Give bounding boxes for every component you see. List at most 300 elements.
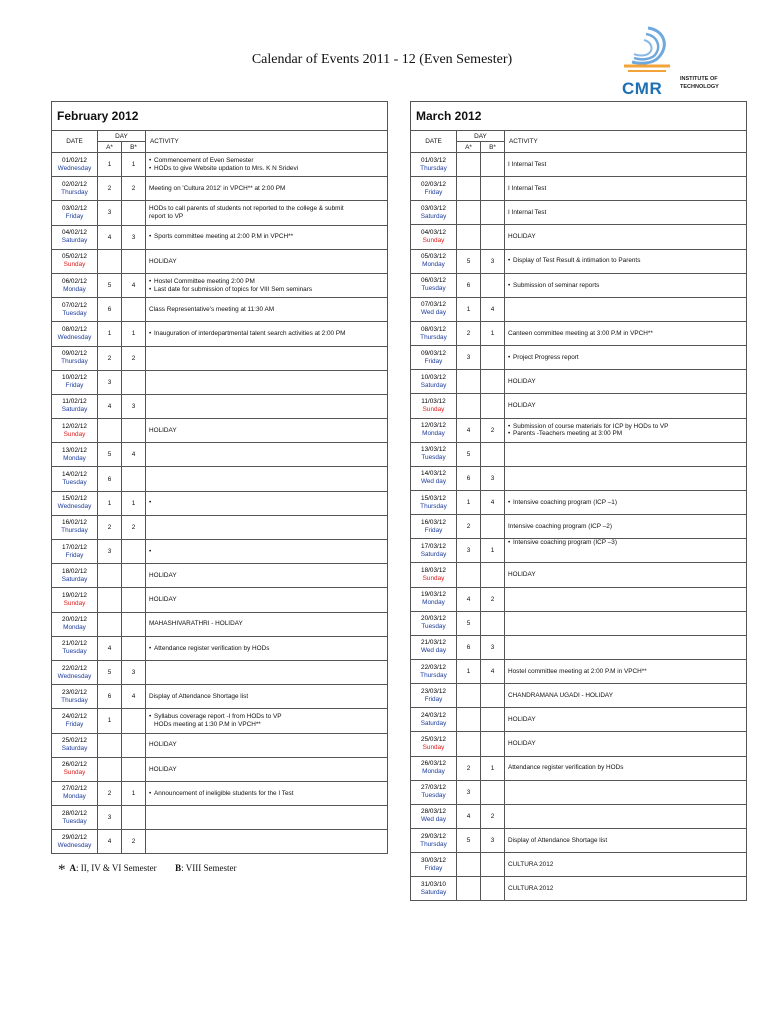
a-day-cell: 3 — [457, 780, 481, 804]
bullet-icon: • — [149, 164, 152, 172]
date-cell: 28/02/12 Tuesday — [52, 806, 98, 830]
bullet-icon: • — [149, 330, 152, 338]
table-row — [411, 515, 747, 539]
b-day-cell — [481, 611, 505, 635]
date-cell: 18/02/12 Saturday — [52, 564, 98, 588]
date-cell: 16/02/12 Thursday — [52, 515, 98, 539]
a-day-cell: 6 — [457, 635, 481, 659]
a-day-cell: 1 — [98, 491, 122, 515]
table-row — [411, 828, 747, 852]
activity-cell — [505, 442, 747, 466]
date-cell: 04/02/12 Saturday — [52, 225, 98, 249]
a-day-cell: 2 — [98, 177, 122, 201]
activity-cell: • Inauguration of interdepartmental talent search activities at 2:00 PM — [146, 322, 388, 346]
cmr-logo — [618, 24, 738, 104]
a-day-cell: 1 — [457, 297, 481, 321]
b-day-cell: 2 — [481, 418, 505, 442]
date-cell: 07/03/12 Wed day — [411, 297, 457, 321]
table-row — [411, 466, 747, 490]
activity-cell: HOLIDAY — [505, 225, 747, 249]
activity-header: ACTIVITY — [505, 131, 747, 153]
date-cell: 01/02/12 Wednesday — [52, 153, 98, 177]
b-day-cell — [481, 708, 505, 732]
a-day-cell — [457, 225, 481, 249]
activity-cell — [146, 443, 388, 467]
february-calendar-table — [51, 101, 388, 854]
date-cell: 02/03/12 Friday — [411, 177, 457, 201]
b-day-cell — [481, 853, 505, 877]
table-row — [411, 708, 747, 732]
table-row — [411, 418, 747, 442]
b-day-cell — [122, 709, 146, 733]
b-day-cell — [122, 636, 146, 660]
table-row — [411, 804, 747, 828]
activity-cell: • Display of Test Result & intimation to Parents — [505, 249, 747, 273]
a-day-cell: 4 — [98, 394, 122, 418]
b-day-cell — [122, 249, 146, 273]
a-day-cell — [98, 588, 122, 612]
date-cell: 07/02/12 Tuesday — [52, 298, 98, 322]
a-day-cell: 2 — [98, 781, 122, 805]
table-row — [411, 394, 747, 418]
date-cell: 03/02/12 Friday — [52, 201, 98, 225]
table-row — [411, 587, 747, 611]
b-day-cell: 3 — [122, 660, 146, 684]
date-cell: 19/02/12 Sunday — [52, 588, 98, 612]
a-day-cell — [457, 708, 481, 732]
activity-cell: CULTURA 2012 — [505, 877, 747, 901]
bullet-icon: • — [149, 547, 152, 555]
date-cell: 13/03/12 Tuesday — [411, 442, 457, 466]
a-day-cell: 5 — [457, 828, 481, 852]
table-row — [52, 273, 388, 297]
table-row — [52, 612, 388, 636]
a-day-cell: 3 — [457, 539, 481, 563]
activity-cell: HOLIDAY — [146, 588, 388, 612]
table-row — [411, 539, 747, 563]
a-day-cell: 4 — [98, 636, 122, 660]
activity-cell — [146, 660, 388, 684]
table-row — [411, 877, 747, 901]
page-title: Calendar of Events 2011 - 12 (Even Semester) — [251, 52, 513, 67]
date-header: DATE — [411, 131, 457, 153]
a-day-cell: 1 — [98, 709, 122, 733]
activity-cell — [505, 804, 747, 828]
table-row — [52, 830, 388, 854]
b-day-cell: 4 — [122, 443, 146, 467]
date-cell: 20/02/12 Monday — [52, 612, 98, 636]
march-calendar-table — [410, 101, 747, 901]
b-day-cell — [122, 757, 146, 781]
b-day-cell: 2 — [481, 804, 505, 828]
activity-cell — [146, 346, 388, 370]
b-day-cell: 3 — [481, 828, 505, 852]
table-row — [411, 659, 747, 683]
month-title: February 2012 — [52, 102, 388, 131]
a-day-cell: 6 — [98, 467, 122, 491]
table-row — [411, 611, 747, 635]
date-cell: 27/03/12 Tuesday — [411, 780, 457, 804]
b-day-cell: 4 — [481, 490, 505, 514]
date-cell: 10/02/12 Friday — [52, 370, 98, 394]
a-day-cell: 5 — [457, 611, 481, 635]
table-row — [411, 321, 747, 345]
date-cell: 22/02/12 Wednesday — [52, 660, 98, 684]
a-day-cell: 1 — [98, 322, 122, 346]
date-cell: 02/02/12 Thursday — [52, 177, 98, 201]
date-cell: 16/03/12 Friday — [411, 515, 457, 539]
b-day-cell — [481, 153, 505, 177]
bullet-icon: • — [508, 281, 511, 289]
a-day-cell: 4 — [457, 418, 481, 442]
b-day-cell — [481, 225, 505, 249]
a-day-cell: 3 — [98, 806, 122, 830]
b-day-cell: 3 — [481, 466, 505, 490]
table-row — [52, 685, 388, 709]
b-day-cell: 3 — [122, 394, 146, 418]
a-day-cell — [457, 177, 481, 201]
a-day-cell — [98, 564, 122, 588]
b-day-cell — [122, 370, 146, 394]
a-day-cell — [457, 563, 481, 587]
table-row — [411, 780, 747, 804]
b-day-cell: 3 — [481, 635, 505, 659]
b-day-cell — [481, 780, 505, 804]
a-day-cell — [98, 419, 122, 443]
table-row — [52, 370, 388, 394]
a-day-cell: 3 — [457, 346, 481, 370]
activity-cell: Display of Attendance Shortage list — [146, 685, 388, 709]
a-day-cell: 6 — [457, 466, 481, 490]
a-day-cell: 4 — [457, 587, 481, 611]
activity-cell: HODs to call parents of students not reported to the college & submit report to VP — [146, 201, 388, 225]
b-day-cell: 2 — [122, 177, 146, 201]
a-day-cell: 6 — [98, 298, 122, 322]
date-cell: 05/02/12 Sunday — [52, 249, 98, 273]
bullet-icon: • — [149, 499, 152, 507]
table-row — [411, 684, 747, 708]
activity-cell: HOLIDAY — [146, 564, 388, 588]
date-cell: 08/03/12 Thursday — [411, 321, 457, 345]
a-day-cell — [457, 153, 481, 177]
table-row — [411, 563, 747, 587]
a-day-cell — [98, 612, 122, 636]
activity-cell: • Project Progress report — [505, 346, 747, 370]
b-day-cell — [481, 684, 505, 708]
footnote: * A: II, IV & VI Semester B: VIII Semester — [58, 862, 237, 878]
a-day-cell — [457, 732, 481, 756]
table-row — [411, 177, 747, 201]
table-row — [52, 515, 388, 539]
b-day-cell — [481, 273, 505, 297]
activity-cell — [505, 587, 747, 611]
b-day-cell — [122, 540, 146, 564]
b-day-cell — [481, 442, 505, 466]
table-row — [411, 732, 747, 756]
bullet-icon: • — [508, 539, 511, 547]
a-day-cell: 6 — [457, 273, 481, 297]
activity-cell: Canteen committee meeting at 3:00 P.M in VPCH** — [505, 321, 747, 345]
date-cell: 06/02/12 Monday — [52, 273, 98, 297]
date-cell: 20/03/12 Tuesday — [411, 611, 457, 635]
b-day-cell — [481, 877, 505, 901]
b-day-cell: 2 — [122, 830, 146, 854]
table-row — [411, 225, 747, 249]
table-row — [411, 201, 747, 225]
a-day-cell: 3 — [98, 370, 122, 394]
b-day-cell — [481, 346, 505, 370]
table-row — [411, 297, 747, 321]
a-day-cell: 5 — [457, 249, 481, 273]
a-day-cell: 4 — [98, 830, 122, 854]
bullet-icon: • — [149, 644, 152, 652]
bullet-icon: • — [149, 233, 152, 241]
date-cell: 21/03/12 Wed day — [411, 635, 457, 659]
activity-cell: HOLIDAY — [146, 733, 388, 757]
b-day-cell — [481, 394, 505, 418]
bullet-icon: • — [508, 498, 511, 506]
activity-cell: • Submission of course materials for ICP by HODs to VP • Parents -Teachers meeting at 3:00 PM — [505, 418, 747, 442]
date-cell: 25/02/12 Saturday — [52, 733, 98, 757]
activity-cell — [505, 611, 747, 635]
date-cell: 13/02/12 Monday — [52, 443, 98, 467]
a-day-cell — [98, 757, 122, 781]
table-row — [52, 177, 388, 201]
table-row — [411, 273, 747, 297]
b-day-cell — [481, 177, 505, 201]
a-semester-header: A* — [98, 142, 122, 153]
date-cell: 11/02/12 Saturday — [52, 394, 98, 418]
table-row — [52, 588, 388, 612]
activity-cell: • Announcement of ineligible students for the I Test — [146, 781, 388, 805]
date-cell: 25/03/12 Sunday — [411, 732, 457, 756]
table-row — [52, 249, 388, 273]
table-row — [52, 491, 388, 515]
b-day-cell: 1 — [481, 756, 505, 780]
b-day-cell — [122, 612, 146, 636]
activity-cell: HOLIDAY — [505, 394, 747, 418]
b-day-cell — [122, 467, 146, 491]
activity-cell: CULTURA 2012 — [505, 853, 747, 877]
activity-cell: MAHASHIVARATHRI - HOLIDAY — [146, 612, 388, 636]
table-row — [52, 757, 388, 781]
date-cell: 14/03/12 Wed day — [411, 466, 457, 490]
date-cell: 29/03/12 Thursday — [411, 828, 457, 852]
date-cell: 01/03/12 Thursday — [411, 153, 457, 177]
activity-cell: HOLIDAY — [505, 563, 747, 587]
date-cell: 24/03/12 Saturday — [411, 708, 457, 732]
date-cell: 24/02/12 Friday — [52, 709, 98, 733]
a-day-cell — [98, 733, 122, 757]
activity-cell — [146, 830, 388, 854]
date-cell: 09/03/12 Friday — [411, 346, 457, 370]
table-row — [52, 153, 388, 177]
activity-cell: • Sports committee meeting at 2:00 P.M in VPCH** — [146, 225, 388, 249]
bullet-icon: • — [508, 353, 511, 361]
table-row — [411, 249, 747, 273]
b-day-cell: 2 — [122, 515, 146, 539]
date-cell: 21/02/12 Tuesday — [52, 636, 98, 660]
date-cell: 12/02/12 Sunday — [52, 419, 98, 443]
swan-logo-icon — [618, 24, 680, 82]
a-day-cell — [98, 249, 122, 273]
date-cell: 19/03/12 Monday — [411, 587, 457, 611]
b-day-cell — [481, 732, 505, 756]
activity-cell: • Attendance register verification by HODs — [146, 636, 388, 660]
date-cell: 30/03/12 Friday — [411, 853, 457, 877]
a-day-cell: 5 — [98, 660, 122, 684]
activity-cell: • Intensive coaching program (ICP –1) — [505, 490, 747, 514]
a-day-cell: 3 — [98, 201, 122, 225]
a-day-cell: 5 — [98, 273, 122, 297]
a-day-cell — [457, 394, 481, 418]
activity-cell: Class Representative's meeting at 11:30 AM — [146, 298, 388, 322]
activity-cell: • Intensive coaching program (ICP –3) — [505, 539, 747, 563]
a-day-cell: 3 — [98, 540, 122, 564]
bullet-icon: • — [149, 713, 152, 721]
b-day-cell — [481, 201, 505, 225]
b-day-cell: 1 — [481, 539, 505, 563]
activity-cell — [505, 466, 747, 490]
a-day-cell: 4 — [457, 804, 481, 828]
date-cell: 04/03/12 Sunday — [411, 225, 457, 249]
date-cell: 28/03/12 Wed day — [411, 804, 457, 828]
date-cell: 09/02/12 Thursday — [52, 346, 98, 370]
b-day-cell: 4 — [481, 297, 505, 321]
date-cell: 08/02/12 Wednesday — [52, 322, 98, 346]
bullet-icon: • — [508, 257, 511, 265]
table-row — [52, 298, 388, 322]
b-day-cell — [481, 563, 505, 587]
a-day-cell: 2 — [98, 346, 122, 370]
table-row — [52, 709, 388, 733]
logo-institute-text: INSTITUTE OF TECHNOLOGY — [680, 76, 719, 90]
bullet-icon: • — [149, 157, 152, 165]
activity-cell — [146, 806, 388, 830]
a-day-cell: 5 — [98, 443, 122, 467]
a-day-cell: 1 — [457, 490, 481, 514]
activity-cell: HOLIDAY — [146, 757, 388, 781]
b-day-cell — [122, 201, 146, 225]
b-day-cell — [481, 370, 505, 394]
date-cell: 23/02/12 Thursday — [52, 685, 98, 709]
a-day-cell — [457, 201, 481, 225]
b-day-cell — [122, 806, 146, 830]
b-day-cell: 4 — [122, 685, 146, 709]
table-row — [411, 756, 747, 780]
activity-cell — [146, 540, 388, 564]
bullet-icon: • — [508, 422, 511, 430]
activity-cell — [146, 491, 388, 515]
date-cell: 26/03/12 Monday — [411, 756, 457, 780]
date-cell: 17/03/12 Saturday — [411, 539, 457, 563]
date-cell: 29/02/12 Wednesday — [52, 830, 98, 854]
date-cell: 15/02/12 Wednesday — [52, 491, 98, 515]
activity-cell: I Internal Test — [505, 177, 747, 201]
a-day-cell — [457, 684, 481, 708]
table-row — [52, 322, 388, 346]
b-semester-header: B* — [481, 142, 505, 153]
bullet-icon: • — [508, 430, 511, 438]
activity-cell — [505, 297, 747, 321]
b-day-cell: 1 — [122, 491, 146, 515]
table-row — [52, 660, 388, 684]
activity-cell: Display of Attendance Shortage list — [505, 828, 747, 852]
b-day-cell: 1 — [481, 321, 505, 345]
date-cell: 10/03/12 Saturday — [411, 370, 457, 394]
a-day-cell: 2 — [457, 321, 481, 345]
table-row — [411, 153, 747, 177]
logo-name: CMR — [622, 79, 663, 98]
b-day-cell: 4 — [122, 273, 146, 297]
activity-cell — [505, 780, 747, 804]
activity-cell — [505, 635, 747, 659]
activity-cell: Meeting on 'Cultura 2012' in VPCH** at 2:00 PM — [146, 177, 388, 201]
b-day-cell: 2 — [122, 346, 146, 370]
bullet-icon: • — [149, 789, 152, 797]
table-row — [52, 636, 388, 660]
table-row — [52, 733, 388, 757]
date-cell: 26/02/12 Sunday — [52, 757, 98, 781]
table-row — [52, 806, 388, 830]
date-cell: 18/03/12 Sunday — [411, 563, 457, 587]
date-cell: 14/02/12 Tuesday — [52, 467, 98, 491]
date-cell: 11/03/12 Sunday — [411, 394, 457, 418]
activity-cell: CHANDRAMANA UGADI - HOLIDAY — [505, 684, 747, 708]
activity-cell — [146, 394, 388, 418]
b-day-cell: 1 — [122, 781, 146, 805]
bullet-icon: • — [149, 278, 152, 286]
a-day-cell: 6 — [98, 685, 122, 709]
date-cell: 22/03/12 Thursday — [411, 659, 457, 683]
table-row — [411, 853, 747, 877]
date-cell: 05/03/12 Monday — [411, 249, 457, 273]
activity-cell: Hostel committee meeting at 2:00 P.M in VPCH** — [505, 659, 747, 683]
b-day-cell — [122, 733, 146, 757]
date-cell: 23/03/12 Friday — [411, 684, 457, 708]
activity-cell: I Internal Test — [505, 153, 747, 177]
activity-cell: • Syllabus coverage report -I from HODs to VP HODs meeting at 1:30 P.M in VPCH** — [146, 709, 388, 733]
b-day-cell — [481, 515, 505, 539]
table-row — [52, 201, 388, 225]
a-day-cell: 5 — [457, 442, 481, 466]
activity-cell — [146, 467, 388, 491]
b-semester-header: B* — [122, 142, 146, 153]
table-row — [52, 781, 388, 805]
table-row — [52, 564, 388, 588]
date-cell: 27/02/12 Monday — [52, 781, 98, 805]
b-day-cell: 1 — [122, 153, 146, 177]
table-row — [411, 635, 747, 659]
date-cell: 15/03/12 Thursday — [411, 490, 457, 514]
bullet-icon: • — [149, 285, 152, 293]
activity-cell: HOLIDAY — [505, 732, 747, 756]
activity-cell — [146, 515, 388, 539]
a-day-cell: 2 — [457, 515, 481, 539]
b-day-cell — [122, 419, 146, 443]
activity-cell: Intensive coaching program (ICP –2) — [505, 515, 747, 539]
b-day-cell: 2 — [481, 587, 505, 611]
a-day-cell: 2 — [457, 756, 481, 780]
activity-cell: HOLIDAY — [505, 370, 747, 394]
table-row — [411, 370, 747, 394]
a-day-cell: 1 — [457, 659, 481, 683]
activity-cell: I Internal Test — [505, 201, 747, 225]
table-row — [52, 346, 388, 370]
date-cell: 03/03/12 Saturday — [411, 201, 457, 225]
table-row — [52, 394, 388, 418]
b-day-cell: 3 — [122, 225, 146, 249]
